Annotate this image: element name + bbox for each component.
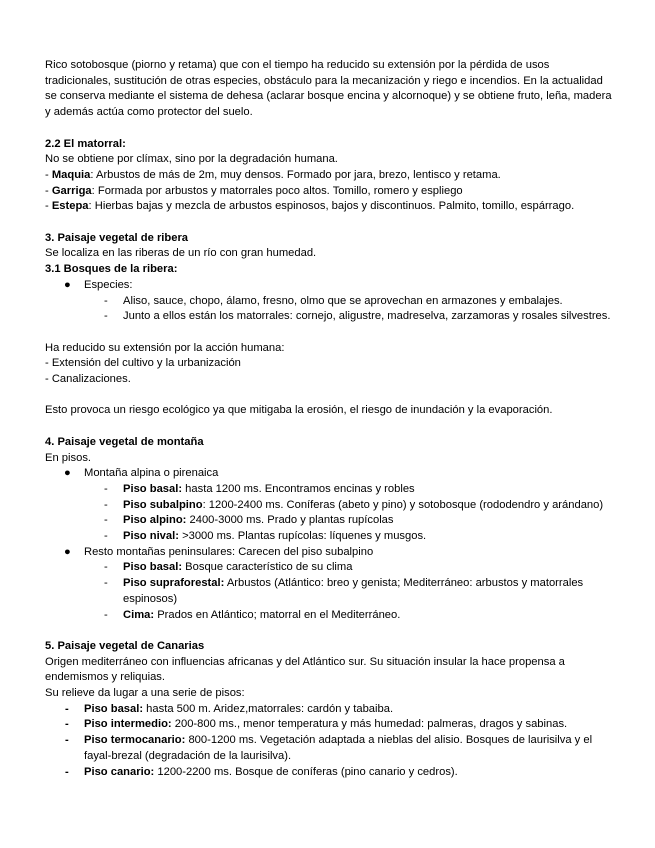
dash-icon: -	[104, 514, 108, 527]
canarias-relief-text: Su relieve da lugar a una serie de pisos:	[45, 687, 245, 700]
ribera-description: Se localiza en las riberas de un río con gran humedad.	[45, 247, 317, 260]
list-item: - Cima: Prados en Atlántico; matorral en el Mediterráneo.	[45, 608, 615, 624]
matorral-item-maquia: - Maquia: Arbustos de más de 2m, muy densos. Formado por jara, brezo, lentisco y retama.	[45, 168, 501, 181]
bullet-icon: ●	[64, 545, 71, 558]
list-item: - Piso basal: hasta 500 m. Aridez,matorrales: cardón y tabaiba.	[45, 702, 615, 718]
dash-icon: -	[104, 482, 108, 495]
bullet-icon: ●	[64, 467, 71, 480]
list-item: - Piso subalpino: 1200-2400 ms. Coníferas (abeto y pino) y sotobosque (rododendro y arándano)	[45, 498, 615, 514]
matorral-item-garriga: - Garriga: Formada por arbustos y matorrales poco altos. Tomillo, romero y espliego	[45, 184, 463, 197]
subsection-heading-bosques-ribera: 3.1 Bosques de la ribera:	[45, 263, 178, 276]
dash-icon: -	[65, 765, 69, 778]
dash-icon: -	[65, 718, 69, 731]
ribera-cause: - Extensión del cultivo y la urbanización	[45, 357, 241, 370]
dash-icon: -	[104, 577, 108, 590]
list-item: - Piso basal: hasta 1200 ms. Encontramos encinas y robles	[45, 482, 615, 498]
ribera-risk-text: Esto provoca un riesgo ecológico ya que mitigaba la erosión, el riesgo de inundación y la evaporación.	[45, 404, 553, 417]
section-heading-canarias: 5. Paisaje vegetal de Canarias	[45, 639, 205, 652]
list-item: ● Montaña alpina o pirenaica	[45, 466, 615, 482]
list-item: - Piso alpino: 2400-3000 ms. Prado y plantas rupícolas	[45, 513, 615, 529]
list-item: ● Resto montañas peninsulares: Carecen del piso subalpino	[45, 545, 615, 561]
canarias-description: Origen mediterráneo con influencias africanas y del Atlántico sur. Su situación insular la hace propensa a endemismos y reliquias.	[45, 655, 565, 684]
list-item: - Piso intermedio: 200-800 ms., menor temperatura y más humedad: palmeras, dragos y sabinas.	[45, 717, 615, 733]
dash-icon: -	[104, 608, 108, 621]
dash-icon: -	[65, 734, 69, 747]
montana-description: En pisos.	[45, 451, 92, 464]
list-item: - Piso nival: >3000 ms. Plantas rupícolas: líquenes y musgos.	[45, 529, 615, 545]
matorral-item-estepa: - Estepa: Hierbas bajas y mezcla de arbustos espinosos, bajos y discontinuos. Palmito, tomillo, espárrago.	[45, 200, 575, 213]
list-item: - Piso canario: 1200-2200 ms. Bosque de coníferas (pino canario y cedros).	[45, 765, 615, 781]
list-item: ● Especies:	[45, 278, 615, 294]
ribera-reduced-text: Ha reducido su extensión por la acción humana:	[45, 341, 285, 354]
ribera-cause: - Canalizaciones.	[45, 373, 131, 386]
section-heading-montana: 4. Paisaje vegetal de montaña	[45, 435, 204, 448]
dash-icon: -	[104, 530, 108, 543]
section-heading-matorral: 2.2 El matorral:	[45, 137, 126, 150]
list-item: - Piso basal: Bosque característico de su clima	[45, 560, 615, 576]
bullet-icon: ●	[64, 278, 71, 291]
matorral-description: No se obtiene por clímax, sino por la degradación humana.	[45, 153, 338, 166]
intro-paragraph: Rico sotobosque (piorno y retama) que con el tiempo ha reducido su extensión por la pérdida de usos tradicionales, sustitución de otras especies, obstáculo para la mecanización y riego e incendios. En la actualidad se conserva mediante el sistema de dehesa (aclarar bosque encina y alcornoque) y se obtiene fruto, leña, madera y además actúa como protector del suelo.	[45, 59, 612, 119]
dash-icon: -	[104, 561, 108, 574]
list-item: - Piso supraforestal: Arbustos (Atlántico: breo y genista; Mediterráneo: arbustos y matorrales espinosos)	[104, 577, 584, 605]
dash-icon: -	[104, 498, 108, 511]
dash-icon: -	[104, 310, 108, 323]
list-item: - Junto a ellos están los matorrales: cornejo, aligustre, madreselva, zarzamoras y rosales silvestres.	[45, 309, 615, 325]
list-item: - Aliso, sauce, chopo, álamo, fresno, olmo que se aprovechan en armazones y embalajes.	[45, 294, 615, 310]
section-heading-ribera: 3. Paisaje vegetal de ribera	[45, 231, 189, 244]
dash-icon: -	[65, 702, 69, 715]
dash-icon: -	[104, 294, 108, 307]
list-item: - Piso termocanario: 800-1200 ms. Vegetación adaptada a nieblas del alisio. Bosques de laurisilva y el fayal-brezal (degradación de la laurisilva).	[65, 734, 593, 762]
